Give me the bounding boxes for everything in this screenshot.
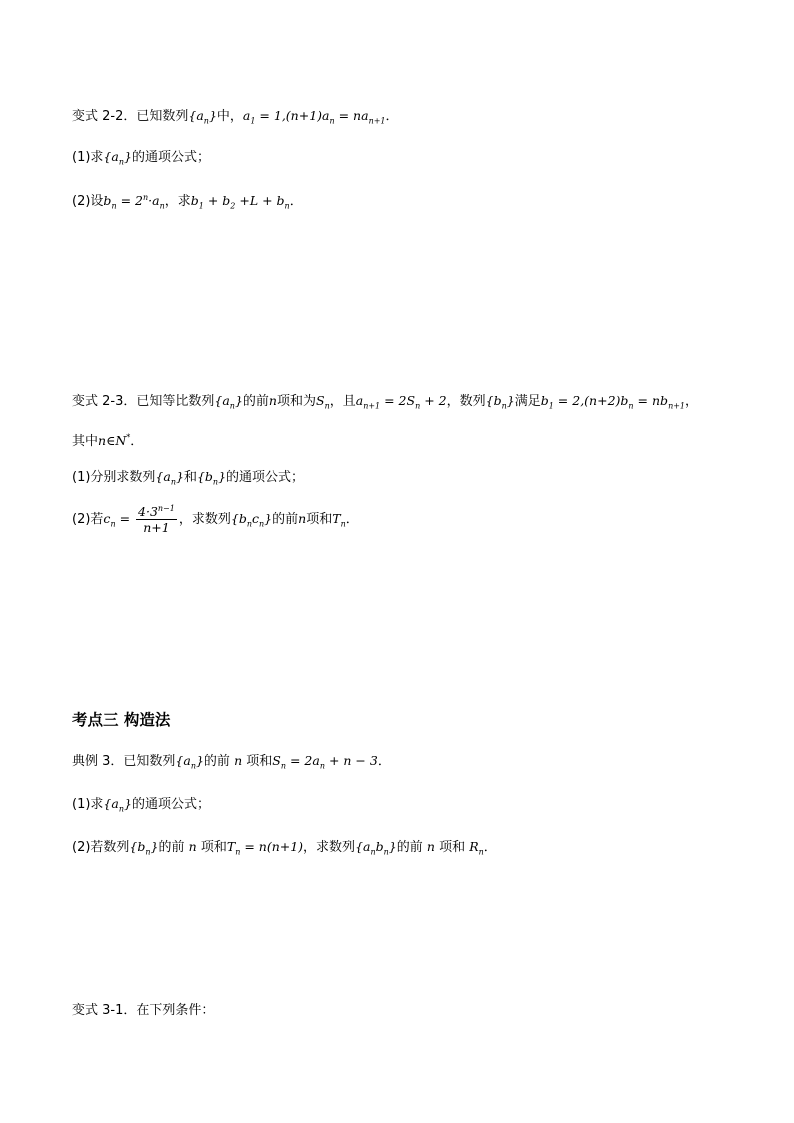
- exercise-2-2-part-2: (2)设$b_n = 2^n\cdot a_n$，求$b_1 + b_2 +L + b_n$．: [72, 192, 303, 211]
- exercise-2-2-title: 变式 2-2．已知数列$\{a_n\}$中，$a_1 = 1,(n+1)a_n = na_{n+1}$．: [72, 108, 399, 126]
- exercise-2-3-title: 变式 2-3．已知等比数列$\{a_n\}$的前n项和为$S_n$，且$a_{n+1} = 2S_n + 2$，数列$\{b_n\}$满足$b_1 = 2,(n+2)b_n = nb_{n+1}$，: [72, 393, 699, 411]
- exercise-2-3-part-2: (2)若$c_n$ = $\frac{4\cdot 3^{n-1}}{n+1}$ ，求数列$\{b_nc_n\}$的前n项和$T_n$．: [72, 503, 359, 535]
- section-heading: 考点三 构造法: [72, 711, 171, 729]
- example-3-part-1: (1)求$\{a_n\}$的通项公式；: [72, 796, 210, 814]
- exercise-2-3-part-1: (1)分别求数列$\{a_n\}$和$\{b_n\}$的通项公式；: [72, 469, 305, 487]
- exercise-2-3-continued: 其中n∈N*．: [72, 432, 144, 449]
- example-3-part-2: (2)若数列$\{b_n\}$的前 n 项和$T_n = n(n+1)$，求数列$\{a_nb_n\}$的前 n 项和 $R_n$．: [72, 839, 497, 857]
- exercise-2-2-part-1: (1)求$\{a_n\}$的通项公式；: [72, 149, 210, 167]
- exercise-3-1-title: 变式 3-1．在下列条件：: [72, 1003, 215, 1018]
- example-3-title: 典例 3．已知数列$\{a_n\}$的前 n 项和$S_n = 2a_n + n - 3$．: [72, 753, 391, 771]
